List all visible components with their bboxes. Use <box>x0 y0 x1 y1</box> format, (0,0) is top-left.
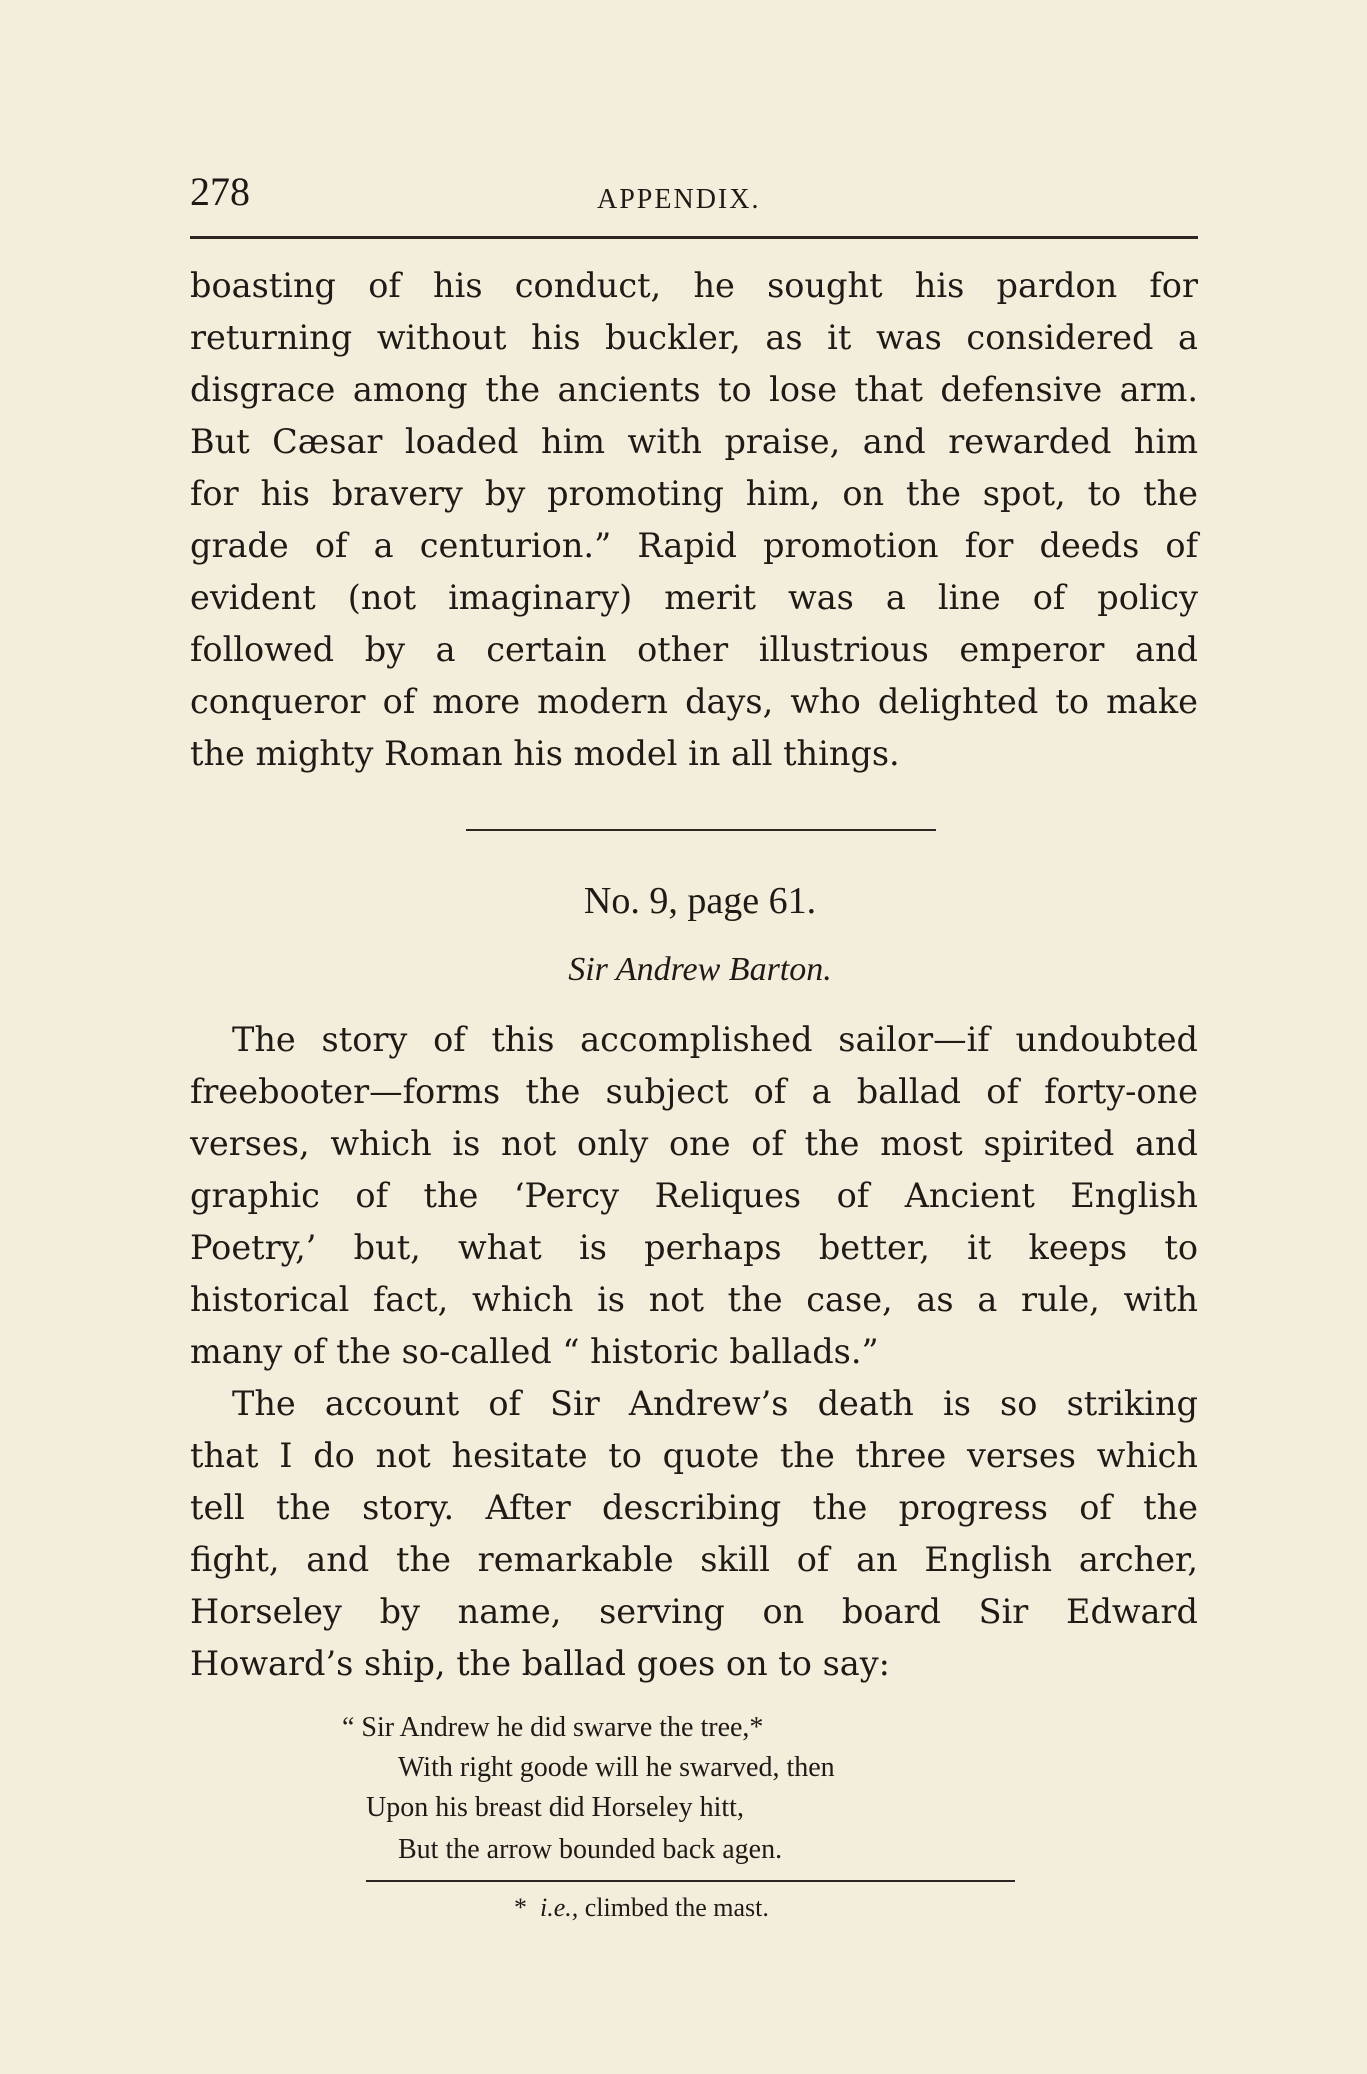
header-rule <box>190 236 1198 239</box>
text-line: The story of this accomplished sailor—if undoubted <box>232 1020 1198 1059</box>
text-line: conqueror of more modern days, who delighted to make <box>190 682 1198 721</box>
section-number: No. 9, page 61. <box>583 880 817 922</box>
text-line: that I do not hesitate to quote the three verses which <box>190 1436 1198 1475</box>
text-line: boasting of his conduct, he sought his pardon for <box>190 266 1198 305</box>
text-line: Poetry,’ but, what is perhaps better, it keeps to <box>190 1228 1198 1267</box>
verse-line: But the arrow bounded back agen. <box>398 1834 783 1865</box>
text-line: returning without his buckler, as it was considered a <box>190 318 1198 357</box>
text-line: freebooter—forms the subject of a ballad of forty-one <box>190 1072 1198 1111</box>
text-line: many of the so-called “ historic ballads.” <box>190 1332 879 1371</box>
footnote <box>514 1890 769 1926</box>
verse-line: With right goode will he swarved, then <box>398 1752 835 1783</box>
text-line: But Cæsar loaded him with praise, and rewarded him <box>190 422 1198 461</box>
text-line: the mighty Roman his model in all things. <box>190 734 900 773</box>
text-line: Horseley by name, serving on board Sir Edward <box>190 1592 1198 1631</box>
text-line: followed by a certain other illustrious emperor and <box>190 630 1198 669</box>
text-line: The account of Sir Andrew’s death is so striking <box>232 1384 1198 1423</box>
text-line: Howard’s ship, the ballad goes on to say: <box>190 1644 890 1683</box>
text-line: tell the story. After describing the progress of the <box>190 1488 1198 1527</box>
text-line: for his bravery by promoting him, on the spot, to the <box>190 474 1198 513</box>
text-line: disgrace among the ancients to lose that defensive arm. <box>190 370 1198 409</box>
footnote-text: climbed the mast. <box>584 1893 769 1922</box>
section-title: Sir Andrew Barton. <box>568 951 832 988</box>
text-line: evident (not imaginary) merit was a line of policy <box>190 578 1198 617</box>
section-divider <box>466 829 936 831</box>
footnote-rule <box>366 1880 1015 1882</box>
verse-line: Upon his breast did Horseley hitt, <box>366 1792 744 1823</box>
page-number: 278 <box>190 169 250 214</box>
text-line: grade of a centurion.” Rapid promotion for deeds of <box>190 526 1198 565</box>
text-line: verses, which is not only one of the most spirited and <box>190 1124 1198 1163</box>
verse-line: “ Sir Andrew he did swarve the tree,* <box>342 1712 764 1743</box>
text-line: fight, and the remarkable skill of an English archer, <box>190 1540 1198 1579</box>
footnote-abbreviation: i.e., <box>540 1893 579 1922</box>
running-head: APPENDIX. <box>597 184 761 215</box>
text-line: graphic of the ‘Percy Reliques of Ancient English <box>190 1176 1198 1215</box>
footnote-marker: * <box>514 1893 527 1922</box>
text-line: historical fact, which is not the case, as a rule, with <box>190 1280 1198 1319</box>
